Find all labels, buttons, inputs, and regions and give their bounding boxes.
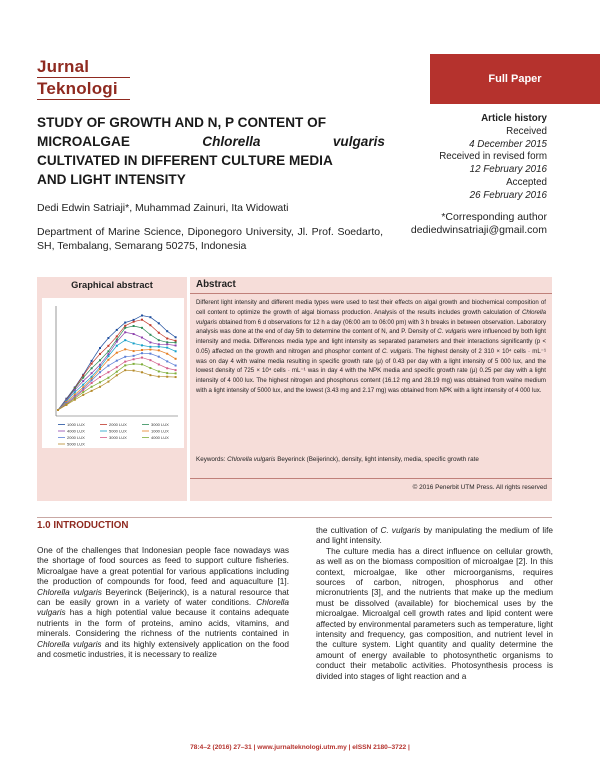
growth-curve-marker [91, 379, 93, 381]
received-label: Received [506, 125, 547, 137]
journal-name-line2: Teknologi [37, 79, 118, 98]
revised-date: 12 February 2016 [469, 164, 547, 176]
title-line1: STUDY OF GROWTH AND N, P CONTENT OF [37, 115, 326, 130]
growth-curve-marker [149, 341, 151, 343]
abstract-p3: were influenced by both light intensity and media. Differences media type and light intensity as separated parameters and their interactions significantly (p < 0.05) affected on the growth and nitrogen and phosphor content of [196, 328, 546, 355]
growth-curve-marker [82, 377, 84, 379]
growth-curve-marker [158, 349, 160, 351]
growth-curve-marker [175, 358, 177, 360]
growth-curve-marker [107, 371, 109, 373]
growth-curve-marker [158, 370, 160, 372]
growth-curve-marker [175, 372, 177, 374]
growth-curve-marker [166, 372, 168, 374]
growth-curve-marker [116, 329, 118, 331]
growth-curve-marker [107, 350, 109, 352]
growth-curve-marker [158, 363, 160, 365]
growth-curve-marker [99, 371, 101, 373]
growth-curve-marker [149, 346, 151, 348]
growth-curve-marker [133, 350, 135, 352]
growth-curve-marker [124, 339, 126, 341]
history-heading: Article history [481, 113, 547, 124]
growth-curve-marker [107, 359, 109, 361]
keywords-label: Keywords: [196, 456, 228, 463]
received-date: 4 December 2015 [469, 138, 547, 150]
growth-curve-marker [91, 382, 93, 384]
growth-curve-marker [158, 322, 160, 324]
intro-column-left [37, 545, 289, 659]
growth-curve-marker [91, 372, 93, 374]
growth-curve-marker [141, 344, 143, 346]
growth-curve-marker [82, 384, 84, 386]
growth-curve-marker [124, 348, 126, 350]
growth-curve-marker [107, 377, 109, 379]
intro-italic-4: C. vulgaris [380, 525, 421, 535]
abstract-text [196, 298, 546, 396]
growth-curve-marker [124, 369, 126, 371]
legend-label: 2000 LUX [109, 422, 127, 427]
growth-curve-marker [133, 321, 135, 323]
growth-curve-marker [133, 363, 135, 365]
abstract-rule [190, 293, 552, 294]
logo-rule-bottom [37, 99, 130, 100]
growth-curve-marker [99, 353, 101, 355]
growth-curve-marker [91, 390, 93, 392]
growth-curve-marker [149, 316, 151, 318]
growth-curve-marker [74, 389, 76, 391]
growth-curve-marker [133, 358, 135, 360]
growth-curve-marker [175, 365, 177, 367]
growth-curve-marker [116, 338, 118, 340]
growth-curve-marker [57, 409, 59, 411]
growth-curve-marker [82, 394, 84, 396]
keywords [196, 455, 546, 465]
title-line2-b: Chlorella [202, 134, 261, 149]
intro-paragraph-1 [37, 545, 289, 659]
growth-curve-marker [158, 346, 160, 348]
authors: Dedi Edwin Satriaji*, Muhammad Zainuri, Ita Widowati [37, 202, 289, 214]
growth-curve-marker [99, 359, 101, 361]
abstract-p3-italic: C. vulgaris [381, 347, 412, 355]
title-line3: CULTIVATED IN DIFFERENT CULTURE MEDIA [37, 153, 333, 168]
growth-curve-marker [116, 352, 118, 354]
intro-text-f: by manipulating the medium of life and light intensity. [316, 525, 554, 546]
page-footer: 78:4–2 (2016) 27–31 | www.jurnalteknologi.utm.my | eISSN 2180–3722 | [190, 744, 410, 751]
growth-curve-marker [133, 325, 135, 327]
growth-curve-marker [149, 367, 151, 369]
growth-curve-marker [116, 374, 118, 376]
legend-label: 5000 LUX [109, 428, 127, 434]
growth-curve-marker [158, 376, 160, 378]
accepted-date: 26 February 2016 [469, 189, 547, 201]
abstract-p2: obtained from 6 d observations for 12 h a day (06:00 am to 06:00 pm) with 3 h breaks in between observation. Laboratory analysis was done at the end of day 5th to determine the content of N, and P. Density of [196, 318, 546, 336]
growth-curve-marker [158, 356, 160, 358]
journal-name-line1: Jurnal [37, 57, 90, 76]
growth-curve-marker [141, 352, 143, 354]
revised-label: Received in revised form [439, 151, 547, 163]
article-history [439, 113, 547, 203]
section-rule [37, 517, 552, 518]
growth-curve-marker [141, 314, 143, 316]
abstract-bottom-rule [190, 478, 552, 479]
intro-italic-1: Chlorella vulgaris [37, 586, 102, 597]
legend-label: 1000 LUX [151, 428, 169, 434]
growth-curve-marker [166, 376, 168, 378]
growth-curve-marker [82, 391, 84, 393]
growth-curve-marker [166, 353, 168, 355]
title-line2-a: MICROALGAE [37, 134, 130, 149]
intro-paragraph-3: The culture media has a direct influence on cellular growth, as well as on the biomass composition of microalgae [2]. In this context, microalgae, like other microorganisms, requires sources of carbon, nitrogen, phosphorus and other micronutrients [3], and the nutrients that make up the medium must be dissolved (available) for biochemical uses by the microalgae. Microalgal cell growth rates and lipid content were affected by environmental parameters such as temperature, light intensity and frequency, gas composition, and nutrient level in the culture system. Light quantity and quality determine the amount of energy available to photosynthetic organisms to conduct their metabolic activities. Photosynthesis process is divided into stages of light reaction and a [316, 545, 553, 681]
growth-curve-marker [141, 349, 143, 351]
growth-curve-marker [91, 367, 93, 369]
growth-curve-marker [141, 363, 143, 365]
growth-curve-marker [124, 327, 126, 329]
growth-curve-marker [141, 357, 143, 359]
growth-curve-marker [91, 363, 93, 365]
growth-curve-marker [133, 342, 135, 344]
keywords-text: Beyerinck (Beijerinck), density, light intensity, media, specific growth rate [275, 456, 479, 463]
growth-curve-marker [141, 327, 143, 329]
growth-curve-marker [107, 365, 109, 367]
affiliation: Department of Marine Science, Diponegoro University, Jl. Prof. Soedarto, SH, Tembalang, Semarang 50275, Indonesia [37, 226, 383, 252]
growth-curve-marker [166, 367, 168, 369]
growth-curve-marker [116, 360, 118, 362]
growth-curve-marker [124, 361, 126, 363]
corresponding-label: *Corresponding author [441, 211, 547, 223]
growth-curve-marker [99, 347, 101, 349]
growth-curve-marker [124, 356, 126, 358]
intro-text-d: and its highly extensively application on the food and cosmetic industries, it is necessary to realize [37, 638, 289, 660]
legend-label: 3000 LUX [109, 435, 127, 440]
growth-curve-marker [116, 341, 118, 343]
growth-curve-marker [99, 368, 101, 370]
growth-curve-marker [149, 324, 151, 326]
growth-curve-marker [175, 369, 177, 371]
abstract-p4: . The highest density of 2 310 × 10⁴ cells · mL⁻¹ was on day 4 with walne media resulting in specific growth rate (μ) of 0.43 per day with a light intensity of 5 000 lux, and the lowest density of 725 × 10⁴ cells · mL⁻¹ was in day 4 with the NPK media and specific growth rate (μ) 0.25 per day with a light intensity of 4 000 lux. The highest nitrogen and phosphorus content (16.12 mg and 28.19 mg) was obtained from walne medium with a light intensity of 5000 lux, and the lowest (3.43 mg and 2.17 mg) was obtained from NPK with a light intensity of 4 000 lux. [196, 347, 546, 394]
growth-curve-marker [175, 340, 177, 342]
growth-curve-marker [107, 381, 109, 383]
accepted-label: Accepted [506, 176, 547, 188]
growth-curve-marker [166, 347, 168, 349]
legend-label: 5000 LUX [67, 441, 85, 447]
growth-curve-marker [74, 391, 76, 393]
growth-curve-marker [175, 341, 177, 343]
growth-curve-marker [175, 376, 177, 378]
growth-curve-marker [158, 339, 160, 341]
intro-paragraph-2 [316, 525, 553, 546]
keywords-italic: Chlorella vulgaris [227, 456, 276, 463]
growth-curve-marker [107, 355, 109, 357]
growth-curve-marker [133, 333, 135, 335]
growth-curve-marker [149, 349, 151, 351]
growth-curve-marker [99, 386, 101, 388]
growth-curve-marker [124, 322, 126, 324]
growth-curve-marker [91, 386, 93, 388]
abstract-p1-italic: Chlorella vulgaris [196, 308, 546, 326]
growth-curve-marker [149, 374, 151, 376]
growth-curve-marker [149, 334, 151, 336]
legend-label: 4000 LUX [151, 435, 169, 440]
growth-curve-marker [99, 381, 101, 383]
growth-curve-marker [166, 337, 168, 339]
abstract-heading: Abstract [196, 279, 236, 290]
growth-curve-marker [141, 371, 143, 373]
paper-title [37, 113, 385, 189]
growth-curve-marker [82, 375, 84, 377]
corresponding-author [411, 211, 547, 237]
abstract-p2-italic: C. vulgaris [437, 328, 467, 336]
growth-curve-marker [82, 380, 84, 382]
corresponding-email[interactable]: dediedwinsatriaji@gmail.com [410, 223, 547, 236]
growth-curve-figure [42, 298, 184, 448]
growth-curve-marker [65, 404, 67, 406]
title-line4: AND LIGHT INTENSITY [37, 172, 186, 187]
growth-curve-marker [107, 345, 109, 347]
growth-curve-marker [133, 370, 135, 372]
growth-curve-marker [124, 331, 126, 333]
full-paper-badge: Full Paper [430, 54, 600, 104]
legend-label: 2000 LUX [67, 435, 85, 440]
title-line2-c: vulgaris [332, 134, 385, 149]
graphical-abstract-heading: Graphical abstract [71, 280, 153, 290]
growth-curve-marker [133, 319, 135, 321]
growth-curve-marker [116, 366, 118, 368]
growth-curve-marker [91, 360, 93, 362]
legend-label: 4000 LUX [67, 428, 85, 434]
growth-curve-marker [149, 359, 151, 361]
intro-text-b: Beyerinck (Beijerinck), is a natural resource that can be easily grown in a variety of water conditions. [37, 586, 289, 608]
introduction-heading: 1.0 INTRODUCTION [37, 520, 129, 531]
growth-curve-marker [116, 345, 118, 347]
growth-curve-marker [141, 319, 143, 321]
growth-curve-marker [133, 355, 135, 357]
growth-curve-marker [99, 376, 101, 378]
growth-curve-marker [175, 344, 177, 346]
growth-curve-marker [166, 330, 168, 332]
intro-column-right [316, 525, 553, 681]
growth-curve-marker [82, 389, 84, 391]
growth-curve-marker [99, 364, 101, 366]
title-line2 [37, 132, 385, 151]
growth-curve-marker [158, 332, 160, 334]
growth-curve-marker [175, 336, 177, 338]
growth-curve-marker [124, 325, 126, 327]
growth-curve-marker [166, 343, 168, 345]
growth-curve-marker [116, 335, 118, 337]
growth-curve-marker [116, 371, 118, 373]
logo-rule [37, 77, 130, 78]
intro-text-c: has a high potential value because it contains adequate nutrients in the form of proteins, amino acids, vitamins, and minerals. Considering the richness of the nutrients contained in [37, 607, 289, 639]
intro-italic-3: Chlorella vulgaris [37, 638, 102, 649]
growth-curve-marker [107, 337, 109, 339]
growth-curve-marker [166, 360, 168, 362]
growth-curve-marker [175, 350, 177, 352]
growth-curve-marker [124, 364, 126, 366]
intro-italic-2: Chlorella vulgaris [37, 597, 289, 618]
intro-text-e: the cultivation of [316, 525, 381, 535]
intro-text-a: One of the challenges that Indonesian people face nowadays was the shortage of food sources as feed to support culture fisheries. Microalgae have a great potential for various applications including the production of compounds for food, feed and aquaculture [1]. [37, 545, 289, 587]
legend-label: 3000 LUX [151, 422, 169, 427]
abstract-p1: Different light intensity and different media types were used to test their effects on algal growth and biochemical composition of cell content to optimize the growth of algal biomass production. Analysis of the results includes growth calculation of [196, 299, 546, 316]
growth-curve-marker [141, 337, 143, 339]
growth-curve-marker [149, 353, 151, 355]
growth-curve-marker [166, 341, 168, 343]
growth-curve-marker [158, 343, 160, 345]
legend-label: 1000 LUX [67, 422, 85, 427]
growth-curve-marker [74, 399, 76, 401]
copyright: © 2016 Penerbit UTM Press. All rights reserved [412, 484, 547, 491]
